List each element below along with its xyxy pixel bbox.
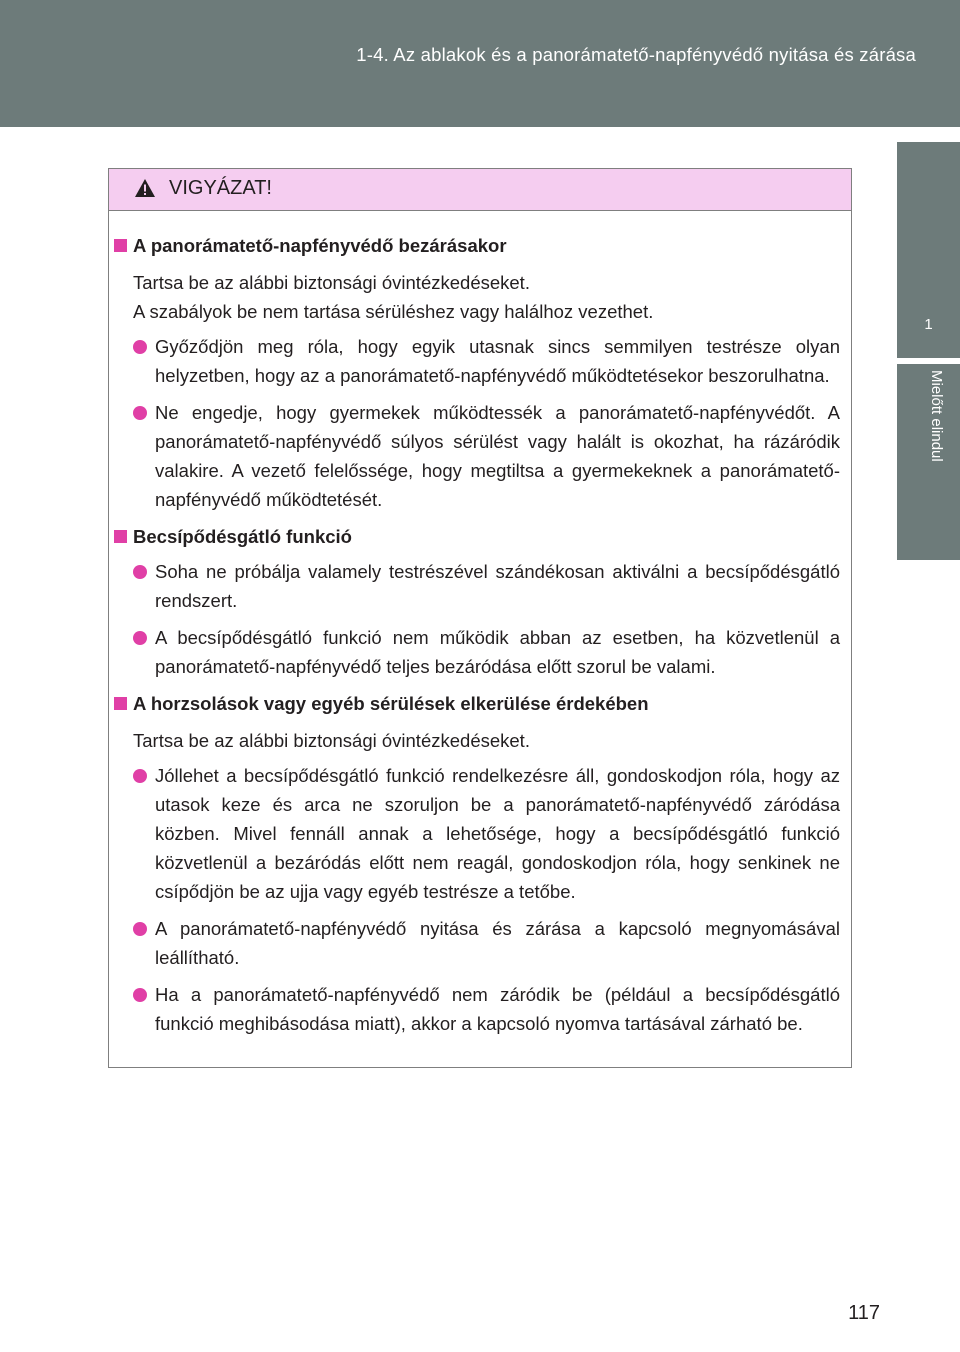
bullet-item (109, 332, 851, 390)
round-bullet-icon (133, 565, 147, 579)
section-heading-text: A panorámatető-napfényvédő bezárásakor (133, 235, 507, 256)
bullet-text: Soha ne próbálja valamely testrészével szándékosan aktiválni a becsípődésgátló rendszert. (155, 561, 840, 611)
side-tab-label: Mielőtt elindul (928, 370, 945, 462)
section-heading (109, 522, 851, 551)
bullet-text: Ne engedje, hogy gyermekek működtessék a panorámatető-napfényvédőt. A panorámatető-napfényvédő súlyos sérülést vagy halált is okozhat, ha rázáródik valakire. A vezető felelőssége, hogy megtiltsa a gyermekeknek a panorámatető-napfényvédő működtetését. (155, 402, 840, 510)
square-bullet-icon (114, 239, 127, 252)
chapter-title: 1-4. Az ablakok és a panorámatető-napfényvédő nyitása és zárása (356, 44, 916, 65)
bullet-item (109, 980, 851, 1038)
warning-triangle-icon (134, 178, 156, 198)
warning-header (109, 169, 851, 211)
intro-line: Tartsa be az alábbi biztonsági óvintézkedéseket. (133, 272, 530, 293)
page-number: 117 (848, 1302, 880, 1324)
square-bullet-icon (114, 530, 127, 543)
bullet-text: A panorámatető-napfényvédő nyitása és zárása a kapcsoló megnyomásával leállítható. (155, 918, 840, 968)
bullet-text: A becsípődésgátló funkció nem működik abban az esetben, ha közvetlenül a panorámatető-napfényvédő teljes bezáródása előtt szorul be valami. (155, 627, 840, 677)
bullet-text: Jóllehet a becsípődésgátló funkció rendelkezésre áll, gondoskodjon róla, hogy az utasok keze és arca ne szoruljon be a panorámatető-napfényvédő záródása közben. Mivel fennáll annak a lehetősége, hogy a becsípődésgátló funkció közvetlenül a bezáródás előtt nem reagál, gondoskodjon róla, hogy senkinek ne csípődjön be az ujja vagy egyéb testrésze a tetőbe. (155, 765, 840, 902)
intro-text (109, 268, 851, 326)
warning-title: VIGYÁZAT! (169, 177, 272, 199)
intro-line: A szabályok be nem tartása sérüléshez vagy halálhoz vezethet. (133, 301, 654, 322)
square-bullet-icon (114, 697, 127, 710)
round-bullet-icon (133, 988, 147, 1002)
bullet-item (109, 398, 851, 514)
chapter-side-tab (897, 142, 960, 1352)
bullet-item (109, 761, 851, 906)
section-heading (109, 231, 851, 260)
round-bullet-icon (133, 769, 147, 783)
round-bullet-icon (133, 340, 147, 354)
bullet-text: Ha a panorámatető-napfényvédő nem záródik be (például a becsípődésgátló funkció meghibásodása miatt), akkor a kapcsoló nyomva tartásával zárható be. (155, 984, 840, 1034)
section-heading-text: Becsípődésgátló funkció (133, 526, 352, 547)
side-tab-number-box (897, 142, 960, 358)
round-bullet-icon (133, 922, 147, 936)
section-heading (109, 689, 851, 718)
warning-body (109, 211, 851, 1038)
bullet-item (109, 914, 851, 972)
bullet-text: Győződjön meg róla, hogy egyik utasnak sincs semmilyen testrésze olyan helyzetben, hogy az a panorámatető-napfényvédő működtetésekor beszorulhatna. (155, 336, 840, 386)
bullet-item (109, 557, 851, 615)
round-bullet-icon (133, 406, 147, 420)
intro-text (109, 726, 851, 755)
header-band (0, 0, 960, 127)
round-bullet-icon (133, 631, 147, 645)
warning-box (108, 168, 852, 1068)
intro-line: Tartsa be az alábbi biztonsági óvintézkedéseket. (133, 730, 530, 751)
side-tab-number: 1 (924, 316, 933, 333)
section-heading-text: A horzsolások vagy egyéb sérülések elkerülése érdekében (133, 693, 649, 714)
bullet-item (109, 623, 851, 681)
